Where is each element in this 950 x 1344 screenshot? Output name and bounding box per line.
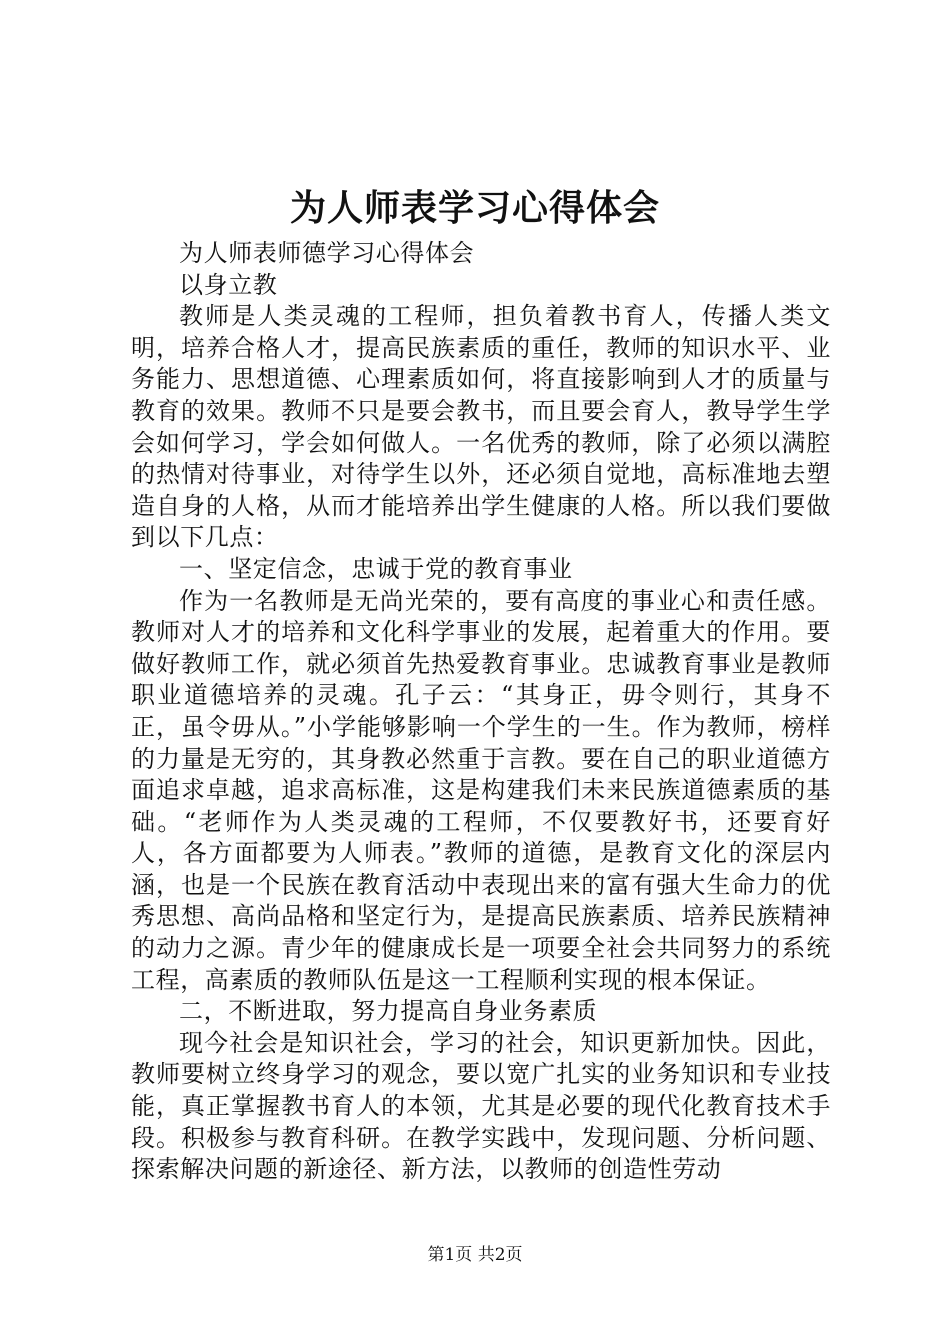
paragraph-section-two-heading: 二，不断进取，努力提高自身业务素质 bbox=[179, 997, 598, 1026]
paragraph-intro: 教师是人类灵魂的工程师，担负着教书育人，传播人类文明，培养合格人才，提高民族素质的重任，教师的知识水平、业务能力、思想道德、心理素质如何，将直接影响到人才的质量与教育的效果。教师不只是要会教书，而且要会育人，教导学生学会如何学习，学会如何做人。一名优秀的教师，除了必须以满腔的热情对待事业，对待学生以外，还必须自觉地，高标准地去塑造自身的人格，从而才能培养出学生健康的人格。所以我们要做到以下几点： bbox=[131, 302, 831, 552]
paragraph-subtitle: 为人师表师德学习心得体会 bbox=[179, 239, 475, 267]
paragraph-section-one-body: 作为一名教师是无尚光荣的，要有高度的事业心和责任感。教师对人才的培养和文化科学事业的发展，起着重大的作用。要做好教师工作，就必须首先热爱教育事业。忠诚教育事业是教师职业道德培养的灵魂。孔子云：“其身正，毋令则行，其身不正，虽令毋从。”小学能够影响一个学生的一生。作为教师，榜样的力量是无穷的，其身教必然重于言教。要在自己的职业道德方面追求卓越，追求高标准，这是构建我们未来民族道德素质的基础。“老师作为人类灵魂的工程师，不仅要教好书，还要育好人，各方面都要为人师表。”教师的道德，是教育文化的深层内涵，也是一个民族在教育活动中表现出来的富有强大生命力的优秀思想、高尚品格和坚定行为，是提高民族素质、培养民族精神的动力之源。青少年的健康成长是一项要全社会共同努力的系统工程，高素质的教师队伍是这一工程顺利实现的根本保证。 bbox=[131, 586, 831, 994]
paragraph-section-two-body: 现今社会是知识社会，学习的社会，知识更新加快。因此，教师要树立终身学习的观念，要以宽广扎实的业务知识和专业技能，真正掌握教书育人的本领，尤其是必要的现代化教育技术手段。积极参与教育科研。在教学实践中，发现问题、分析问题、探索解决问题的新途径、新方法，以教师的创造性劳动 bbox=[131, 1028, 831, 1184]
document-title: 为人师表学习心得体会 bbox=[289, 187, 660, 229]
document-body bbox=[131, 238, 831, 1186]
paragraph-section-one-heading: 一、坚定信念，忠诚于党的教育事业 bbox=[179, 554, 573, 583]
paragraph-heading-teach-by-example: 以身立教 bbox=[179, 270, 278, 299]
page-number-footer: 第1页 共2页 bbox=[427, 1245, 523, 1265]
